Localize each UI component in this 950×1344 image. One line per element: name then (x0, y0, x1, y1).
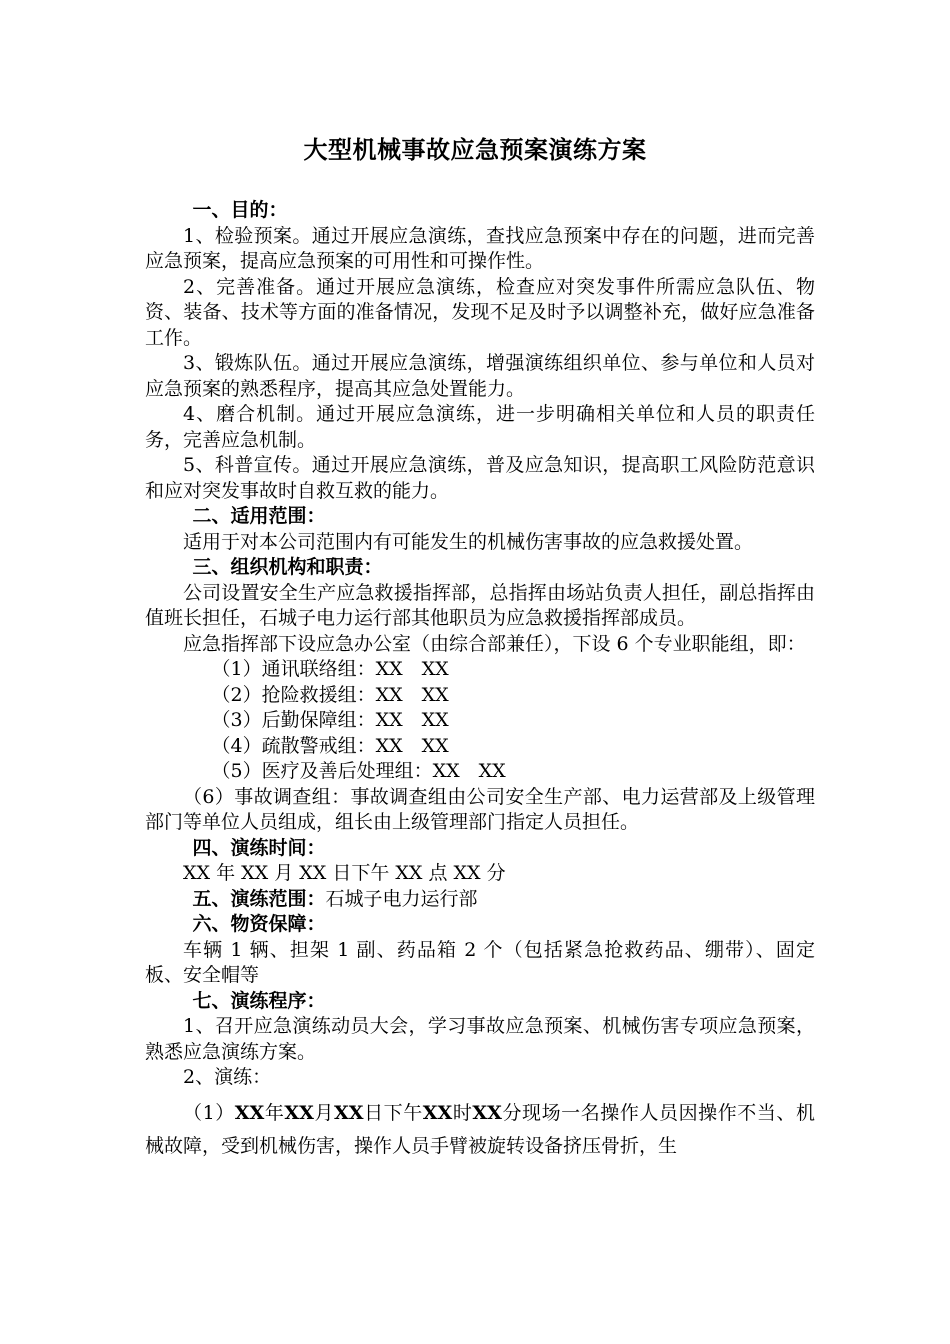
section-heading-procedure: 七、演练程序： (192, 989, 326, 1012)
section-heading-supplies: 六、物资保障： (192, 913, 326, 935)
section-heading-organization: 三、组织机构和职责： (192, 556, 383, 578)
list-item: （2）抢险救援组：XX XX (211, 683, 449, 706)
paragraph: 4、磨合机制。通过开展应急演练，进一步明确相关单位和人员的职责任务，完善应急机制。 (145, 403, 815, 451)
paragraph: 3、锻炼队伍。通过开展应急演练，增强演练组织单位、参与单位和人员对应急预案的熟悉程序，提高其应急处置能力。 (145, 352, 815, 400)
document-body (145, 198, 815, 1163)
text-run: XX (284, 1101, 314, 1124)
list-item: （3）后勤保障组：XX XX (211, 709, 449, 731)
range-value: 石城子电力运行部 (325, 887, 478, 910)
list-item: （6）事故调查组：事故调查组由公司安全生产部、电力运营部及上级管理部门等单位人员组成，组长由上级管理部门指定人员担任。 (145, 785, 815, 833)
text-run: 月 (313, 1101, 335, 1124)
list-item: （1）通讯联络组：XX XX (211, 658, 449, 680)
section-heading-scope: 二、适用范围： (192, 505, 326, 527)
paragraph: 公司设置安全生产应急救援指挥部，总指挥由场站负责人担任，副总指挥由值班长担任，石城子电力运行部其他职员为应急救援指挥部成员。 (145, 581, 815, 629)
paragraph (145, 1097, 815, 1163)
text-run: XX (422, 1101, 453, 1124)
text-run: 年 (264, 1101, 285, 1124)
paragraph: 适用于对本公司范围内有可能发生的机械伤害事故的应急救援处置。 (183, 530, 754, 553)
list-item: （4）疏散警戒组：XX XX (211, 734, 449, 757)
list-item: （5）医疗及善后处理组：XX XX (211, 760, 506, 782)
section-heading-purpose: 一、目的： (192, 199, 288, 221)
paragraph: 1、检验预案。通过开展应急演练，查找应急预案中存在的问题，进而完善应急预案，提高应急预案的可用性和可操作性。 (145, 224, 815, 272)
paragraph: 2、演练： (183, 1066, 272, 1088)
paragraph: 应急指挥部下设应急办公室（由综合部兼任），下设 6 个专业职能组，即： (183, 632, 806, 655)
document-title: 大型机械事故应急预案演练方案 (303, 135, 647, 164)
section-heading-time: 四、演练时间： (192, 836, 326, 859)
text-run: 时 (452, 1101, 473, 1124)
paragraph: 车辆 1 辆、担架 1 副、药品箱 2 个（包括紧急抢救药品、绷带）、固定板、安全帽等 (145, 938, 815, 986)
text-run: 日下午 (363, 1101, 423, 1124)
text-run: XX (334, 1101, 364, 1124)
text-run: XX (472, 1101, 502, 1124)
section-heading-range-label: 五、演练范围： (192, 887, 326, 910)
paragraph: 1、召开应急演练动员大会，学习事故应急预案、机械伤害专项应急预案，熟悉应急演练方案。 (145, 1015, 815, 1063)
text-run: （1） (183, 1101, 235, 1124)
section-heading-range (145, 887, 815, 913)
paragraph: 5、科普宣传。通过开展应急演练，普及应急知识，提高职工风险防范意识和应对突发事故时自救互救的能力。 (145, 454, 815, 502)
paragraph: XX 年 XX 月 XX 日下午 XX 点 XX 分 (183, 862, 506, 884)
text-run: 分现场一名操作人员因操作不当、机械故障，受到机械伤害，操作人员手臂被旋转设备挤压骨折，生 (145, 1101, 815, 1157)
text-run: XX (234, 1101, 265, 1124)
paragraph: 2、完善准备。通过开展应急演练，检查应对突发事件所需应急队伍、物资、装备、技术等方面的准备情况，发现不足及时予以调整补充，做好应急准备工作。 (145, 275, 815, 349)
